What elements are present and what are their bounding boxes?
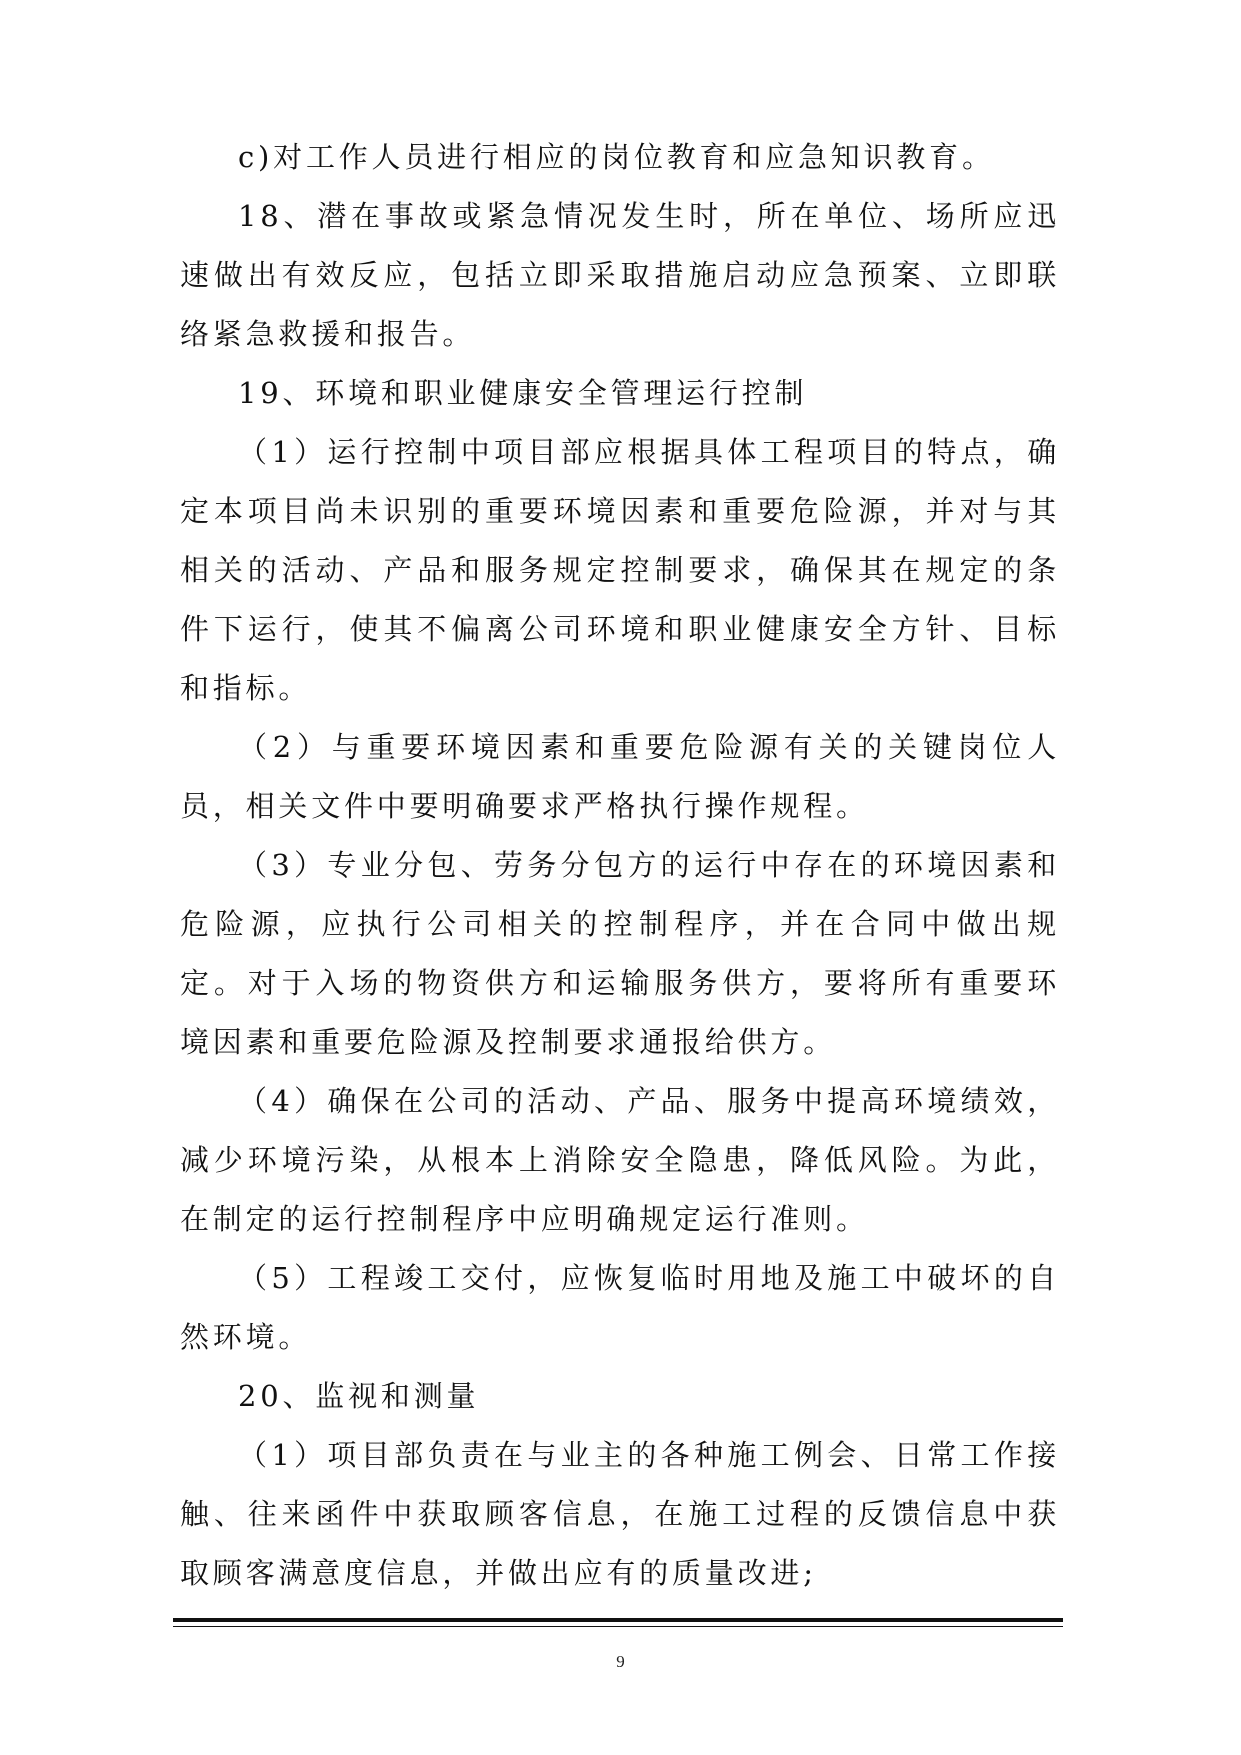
paragraph-19-2: （2）与重要环境因素和重要危险源有关的关键岗位人员，相关文件中要明确要求严格执行操作规程。	[180, 730, 1060, 823]
paragraph-18-emergency-response: 18、潜在事故或紧急情况发生时，所在单位、场所应迅速做出有效反应，包括立即采取措施启动应急预案、立即联络紧急救援和报告。	[180, 199, 1060, 351]
footer-divider-thick	[173, 1618, 1063, 1622]
paragraph-19-1: （1）运行控制中项目部应根据具体工程项目的特点，确定本项目尚未识别的重要环境因素和重要危险源，并对与其相关的活动、产品和服务规定控制要求，确保其在规定的条件下运行，使其不偏离公司环境和职业健康安全方针、目标和指标。	[180, 435, 1060, 705]
body-text	[180, 128, 1060, 1603]
paragraph-20-1: （1）项目部负责在与业主的各种施工例会、日常工作接触、往来函件中获取顾客信息，在施工过程的反馈信息中获取顾客满意度信息，并做出应有的质量改进;	[180, 1438, 1060, 1590]
heading-20-monitoring: 20、监视和测量	[238, 1379, 480, 1413]
footer-divider-thin	[173, 1626, 1063, 1627]
paragraph-c-education: c)对工作人员进行相应的岗位教育和应急知识教育。	[238, 140, 995, 174]
heading-19-operation-control: 19、环境和职业健康安全管理运行控制	[238, 376, 808, 410]
paragraph-19-4: （4）确保在公司的活动、产品、服务中提高环境绩效，减少环境污染，从根本上消除安全隐患，降低风险。为此，在制定的运行控制程序中应明确规定运行准则。	[180, 1084, 1060, 1236]
paragraph-19-3: （3）专业分包、劳务分包方的运行中存在的环境因素和危险源，应执行公司相关的控制程序，并在合同中做出规定。对于入场的物资供方和运输服务供方，要将所有重要环境因素和重要危险源及控制要求通报给供方。	[180, 848, 1060, 1059]
paragraph-19-5: （5）工程竣工交付，应恢复临时用地及施工中破坏的自然环境。	[180, 1261, 1060, 1354]
page-number: 9	[616, 1652, 625, 1671]
